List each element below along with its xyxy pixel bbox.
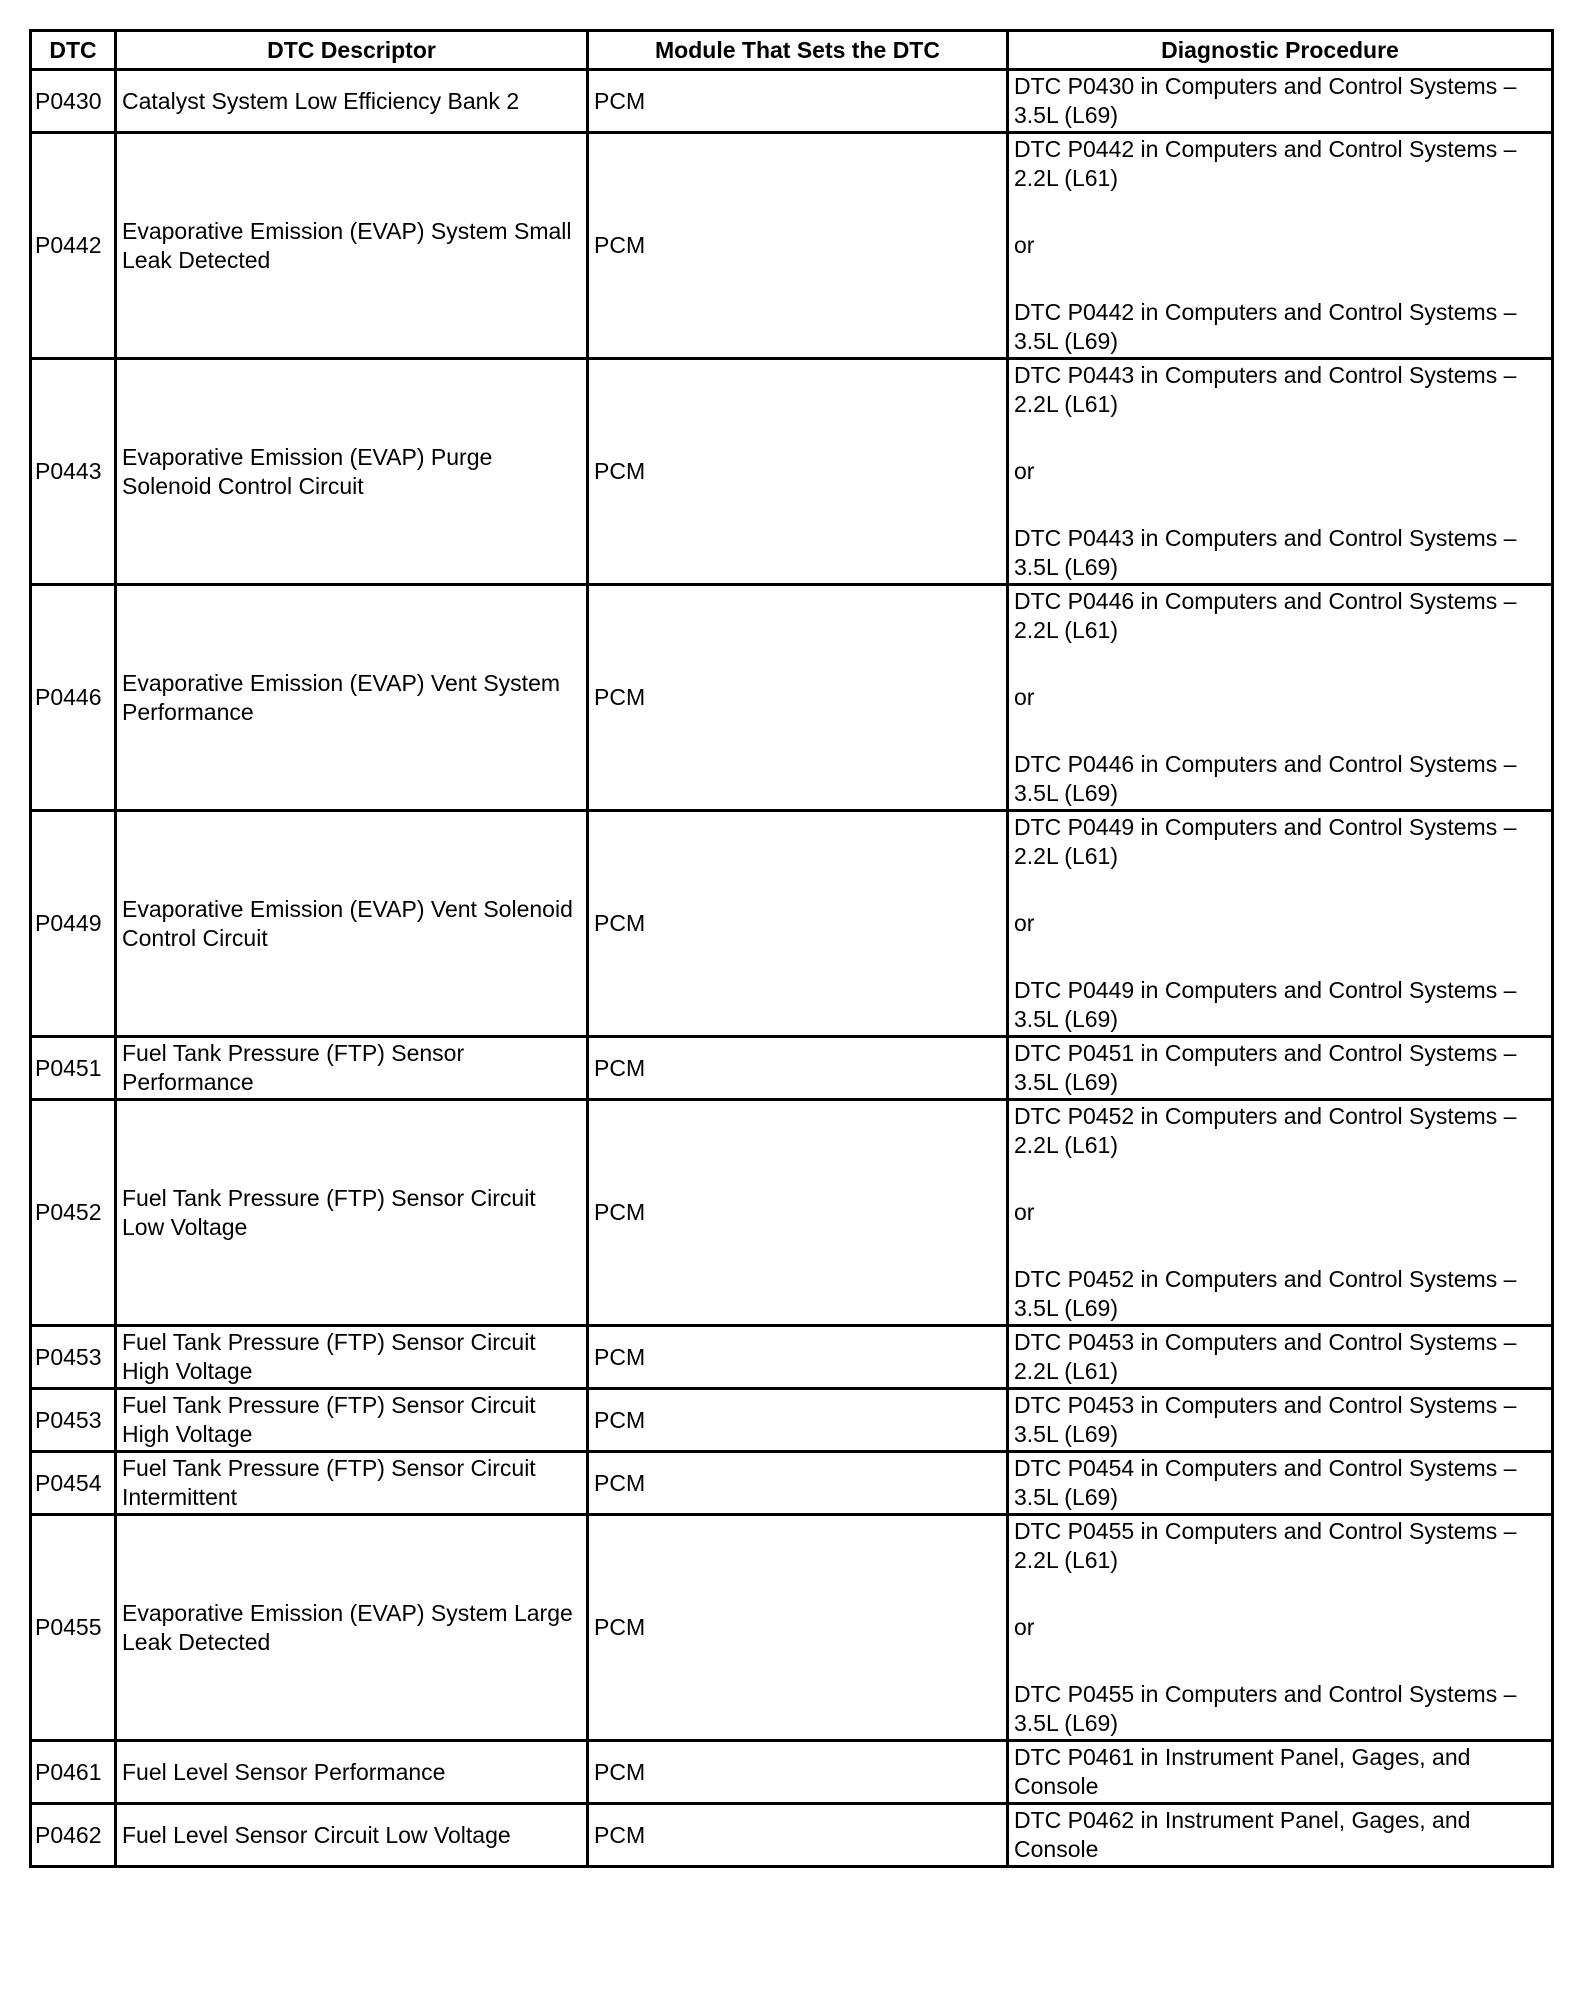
table-row <box>31 1389 1553 1452</box>
procedure-link[interactable]: DTC P0452 in Computers and Control Systems – 2.2L (L61) <box>1014 1103 1517 1158</box>
dtc-code: P0455 <box>31 1515 116 1741</box>
table-body <box>31 70 1553 1867</box>
dtc-code: P0430 <box>31 70 116 133</box>
table-row <box>31 1515 1553 1741</box>
procedure-link[interactable]: DTC P0446 in Computers and Control Systems – 2.2L (L61) <box>1014 588 1517 643</box>
dtc-module: PCM <box>588 70 1008 133</box>
table-row <box>31 1804 1553 1867</box>
procedure-spacer <box>1014 1642 1546 1680</box>
dtc-code: P0452 <box>31 1100 116 1326</box>
procedure-or: or <box>1014 910 1035 936</box>
procedure-or: or <box>1014 1199 1035 1225</box>
dtc-descriptor: Fuel Tank Pressure (FTP) Sensor Circuit High Voltage <box>116 1326 588 1389</box>
dtc-module: PCM <box>588 1037 1008 1100</box>
dtc-code: P0442 <box>31 133 116 359</box>
dtc-table <box>29 29 1554 1868</box>
table-row <box>31 1741 1553 1804</box>
dtc-module: PCM <box>588 1804 1008 1867</box>
procedure-link[interactable]: DTC P0449 in Computers and Control Systems – 3.5L (L69) <box>1014 977 1517 1032</box>
diagnostic-procedure <box>1008 1037 1553 1100</box>
dtc-descriptor: Fuel Tank Pressure (FTP) Sensor Performance <box>116 1037 588 1100</box>
dtc-descriptor: Evaporative Emission (EVAP) System Large Leak Detected <box>116 1515 588 1741</box>
dtc-code: P0453 <box>31 1326 116 1389</box>
procedure-link[interactable]: DTC P0462 in Instrument Panel, Gages, and Console <box>1014 1807 1471 1862</box>
procedure-spacer <box>1014 486 1546 524</box>
header-module: Module That Sets the DTC <box>588 31 1008 70</box>
dtc-descriptor: Fuel Tank Pressure (FTP) Sensor Circuit Low Voltage <box>116 1100 588 1326</box>
table-row <box>31 811 1553 1037</box>
procedure-spacer <box>1014 193 1546 231</box>
procedure-spacer <box>1014 419 1546 457</box>
procedure-link[interactable]: DTC P0461 in Instrument Panel, Gages, and Console <box>1014 1744 1471 1799</box>
procedure-link[interactable]: DTC P0451 in Computers and Control Systems – 3.5L (L69) <box>1014 1040 1517 1095</box>
dtc-code: P0453 <box>31 1389 116 1452</box>
dtc-code: P0446 <box>31 585 116 811</box>
procedure-or: or <box>1014 1614 1035 1640</box>
diagnostic-procedure <box>1008 1741 1553 1804</box>
procedure-link[interactable]: DTC P0442 in Computers and Control Systems – 3.5L (L69) <box>1014 299 1517 354</box>
dtc-module: PCM <box>588 1389 1008 1452</box>
procedure-or: or <box>1014 458 1035 484</box>
procedure-or: or <box>1014 684 1035 710</box>
procedure-link[interactable]: DTC P0455 in Computers and Control Systems – 2.2L (L61) <box>1014 1518 1517 1573</box>
procedure-spacer <box>1014 260 1546 298</box>
dtc-code: P0451 <box>31 1037 116 1100</box>
diagnostic-procedure <box>1008 359 1553 585</box>
table-row <box>31 70 1553 133</box>
table-row <box>31 359 1553 585</box>
procedure-link[interactable]: DTC P0443 in Computers and Control Systems – 2.2L (L61) <box>1014 362 1517 417</box>
dtc-code: P0449 <box>31 811 116 1037</box>
header-procedure: Diagnostic Procedure <box>1008 31 1553 70</box>
dtc-descriptor: Catalyst System Low Efficiency Bank 2 <box>116 70 588 133</box>
dtc-module: PCM <box>588 359 1008 585</box>
procedure-spacer <box>1014 1160 1546 1198</box>
dtc-module: PCM <box>588 811 1008 1037</box>
dtc-code: P0462 <box>31 1804 116 1867</box>
table-row <box>31 585 1553 811</box>
procedure-link[interactable]: DTC P0454 in Computers and Control Systems – 3.5L (L69) <box>1014 1455 1517 1510</box>
dtc-module: PCM <box>588 1452 1008 1515</box>
procedure-or: or <box>1014 232 1035 258</box>
header-row <box>31 31 1553 70</box>
dtc-module: PCM <box>588 585 1008 811</box>
dtc-descriptor: Evaporative Emission (EVAP) Vent Solenoid Control Circuit <box>116 811 588 1037</box>
diagnostic-procedure <box>1008 811 1553 1037</box>
header-descriptor: DTC Descriptor <box>116 31 588 70</box>
dtc-module: PCM <box>588 1100 1008 1326</box>
dtc-descriptor: Evaporative Emission (EVAP) System Small Leak Detected <box>116 133 588 359</box>
diagnostic-procedure <box>1008 1326 1553 1389</box>
procedure-link[interactable]: DTC P0455 in Computers and Control Systems – 3.5L (L69) <box>1014 1681 1517 1736</box>
diagnostic-procedure <box>1008 70 1553 133</box>
procedure-link[interactable]: DTC P0452 in Computers and Control Systems – 3.5L (L69) <box>1014 1266 1517 1321</box>
procedure-link[interactable]: DTC P0430 in Computers and Control Systems – 3.5L (L69) <box>1014 73 1517 128</box>
dtc-module: PCM <box>588 133 1008 359</box>
procedure-link[interactable]: DTC P0442 in Computers and Control Systems – 2.2L (L61) <box>1014 136 1517 191</box>
procedure-spacer <box>1014 712 1546 750</box>
diagnostic-procedure <box>1008 1452 1553 1515</box>
dtc-descriptor: Fuel Tank Pressure (FTP) Sensor Circuit High Voltage <box>116 1389 588 1452</box>
diagnostic-procedure <box>1008 1100 1553 1326</box>
procedure-spacer <box>1014 938 1546 976</box>
diagnostic-procedure <box>1008 1389 1553 1452</box>
diagnostic-procedure <box>1008 585 1553 811</box>
diagnostic-procedure <box>1008 1515 1553 1741</box>
dtc-code: P0454 <box>31 1452 116 1515</box>
table-row <box>31 1452 1553 1515</box>
diagnostic-procedure <box>1008 1804 1553 1867</box>
dtc-descriptor: Fuel Tank Pressure (FTP) Sensor Circuit Intermittent <box>116 1452 588 1515</box>
dtc-code: P0443 <box>31 359 116 585</box>
table-row <box>31 1326 1553 1389</box>
diagnostic-procedure <box>1008 133 1553 359</box>
procedure-link[interactable]: DTC P0446 in Computers and Control Systems – 3.5L (L69) <box>1014 751 1517 806</box>
header-dtc: DTC <box>31 31 116 70</box>
procedure-spacer <box>1014 645 1546 683</box>
dtc-descriptor: Evaporative Emission (EVAP) Purge Solenoid Control Circuit <box>116 359 588 585</box>
table-row <box>31 1100 1553 1326</box>
procedure-link[interactable]: DTC P0453 in Computers and Control Systems – 3.5L (L69) <box>1014 1392 1517 1447</box>
dtc-code: P0461 <box>31 1741 116 1804</box>
dtc-module: PCM <box>588 1326 1008 1389</box>
procedure-link[interactable]: DTC P0453 in Computers and Control Systems – 2.2L (L61) <box>1014 1329 1517 1384</box>
dtc-descriptor: Fuel Level Sensor Performance <box>116 1741 588 1804</box>
dtc-descriptor: Fuel Level Sensor Circuit Low Voltage <box>116 1804 588 1867</box>
procedure-spacer <box>1014 1227 1546 1265</box>
table-row <box>31 133 1553 359</box>
dtc-module: PCM <box>588 1741 1008 1804</box>
procedure-spacer <box>1014 871 1546 909</box>
dtc-descriptor: Evaporative Emission (EVAP) Vent System Performance <box>116 585 588 811</box>
procedure-spacer <box>1014 1575 1546 1613</box>
procedure-link[interactable]: DTC P0449 in Computers and Control Systems – 2.2L (L61) <box>1014 814 1517 869</box>
dtc-module: PCM <box>588 1515 1008 1741</box>
table-row <box>31 1037 1553 1100</box>
procedure-link[interactable]: DTC P0443 in Computers and Control Systems – 3.5L (L69) <box>1014 525 1517 580</box>
